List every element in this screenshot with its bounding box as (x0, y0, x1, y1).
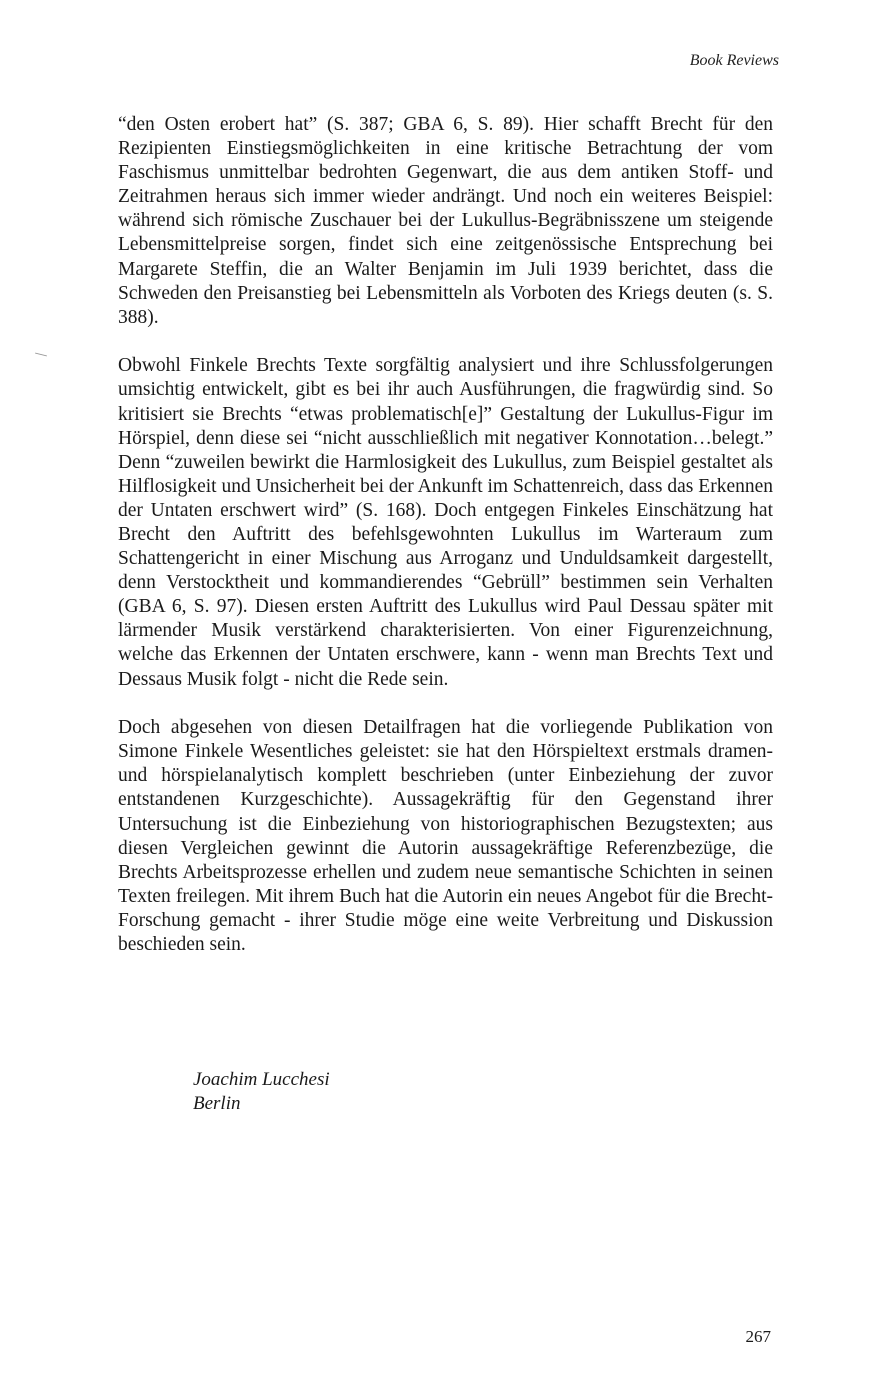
paragraph-1: “den Osten erobert hat” (S. 387; GBA 6, S. 89). Hier schafft Brecht für den Rezipienten Einstiegsmöglichkeiten in eine kritische Betrachtung der vom Faschismus unmittelbar bedrohten Gegenwart, die aus dem antiken Stoff- und Zeitrahmen heraus sich immer wieder andrängt. Und noch ein weiteres Beispiel: während sich römische Zuschauer bei der Lukullus-Begräbnisszene um steigende Lebensmittelpreise sorgen, findet sich eine zeitgenössische Entsprechung bei Margarete Steffin, die an Walter Benjamin im Juli 1939 berichtet, dass die Schweden den Preisanstieg bei Lebensmitteln als Vorboten des Kriegs deuten (s. S. 388). (118, 114, 773, 328)
reviewer-signature (193, 1068, 330, 1116)
article-body (118, 113, 773, 957)
margin-mark (35, 353, 47, 357)
reviewer-location: Berlin (193, 1093, 241, 1114)
reviewer-name: Joachim Lucchesi (193, 1069, 330, 1090)
running-header: Book Reviews (689, 52, 779, 69)
paragraph-2: Obwohl Finkele Brechts Texte sorgfältig analysiert und ihre Schlussfolgerungen umsichtig entwickelt, gibt es bei ihr auch Ausführungen, die fragwürdig sind. So kritisiert sie Brechts “etwas problematisch[e]” Gestaltung der Lukullus-Figur im Hörspiel, denn diese sei “nicht ausschließlich mit negativer Konnotation…belegt.” Denn “zuweilen bewirkt die Harmlosigkeit des Lukullus, zum Beispiel gestaltet als Hilflosigkeit und Unsicherheit bei der Ankunft im Schattenreich, dass das Erkennen der Untaten erschwert wird” (S. 168). Doch entgegen Finkeles Einschätzung hat Brecht den Auftritt des befehlsgewohnten Lukullus im Warteraum zum Schattengericht in einer Mischung aus Arroganz und Unduldsamkeit dargestellt, denn Verstocktheit und kommandierendes “Gebrüll” bestimmen sein Verhalten (GBA 6, S. 97). Diesen ersten Auftritt des Lukullus wird Paul Dessau später mit lärmender Musik verstärkend charakterisierten. Von einer Figurenzeichnung, welche das Erkennen der Untaten erschwere, kann - wenn man Brechts Text und Dessaus Musik folgt - nicht die Rede sein. (118, 355, 773, 690)
page-number: 267 (745, 1327, 771, 1346)
paragraph-3: Doch abgesehen von diesen Detailfragen hat die vorliegende Publikation von Simone Finkele Wesentliches geleistet: sie hat den Hörspieltext erstmals dramen- und hörspielanalytisch komplett beschrieben (unter Einbeziehung der zuvor entstandenen Kurzgeschichte). Aussagekräftig für den Gegenstand ihrer Untersuchung ist die Einbeziehung von historiographischen Bezugstexten; aus diesen Vergleichen gewinnt die Autorin aussagekräftige Referenzbezüge, die Brechts Arbeitsprozesse erhellen und zudem neue semantische Schichten in seinen Texten freilegen. Mit ihrem Buch hat die Autorin ein neues Angebot für die Brecht-Forschung gemacht - ihrer Studie möge eine weite Verbreitung und Diskussion beschieden sein. (118, 717, 773, 955)
